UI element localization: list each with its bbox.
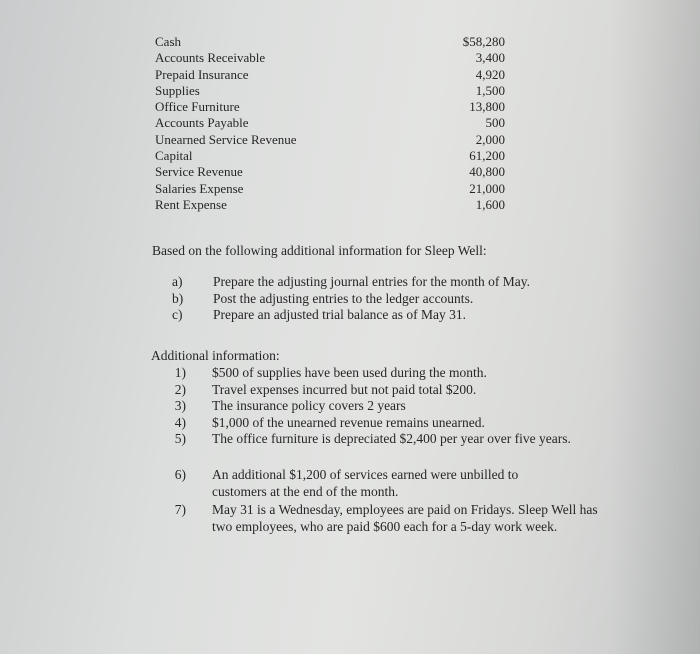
- item-text: May 31 is a Wednesday, employees are paid on Fridays. Sleep Well has two employees, who are paid $600 each for a 5-day work week.: [212, 502, 598, 534]
- account-amount: $58,280: [462, 34, 505, 49]
- task-list: [172, 274, 592, 324]
- account-row: [155, 99, 505, 115]
- account-name: Salaries Expense: [155, 180, 244, 196]
- item-marker: 5): [174, 431, 186, 447]
- list-item: [172, 307, 592, 324]
- item-text: The office furniture is depreciated $2,400 per year over five years.: [212, 431, 571, 447]
- account-name: Capital: [155, 148, 193, 164]
- list-item: [172, 398, 612, 415]
- account-row: [155, 115, 505, 131]
- account-row: [155, 181, 505, 197]
- item-marker: 1): [174, 365, 186, 380]
- trial-balance-list: [155, 34, 505, 213]
- list-item: [172, 382, 612, 399]
- item-marker: 2): [174, 381, 186, 397]
- item-marker: c): [172, 307, 183, 322]
- account-row: [155, 197, 505, 213]
- account-amount: 13,800: [469, 99, 505, 115]
- account-row: [155, 67, 505, 83]
- list-item: [172, 291, 592, 308]
- account-amount: 1,600: [475, 196, 505, 212]
- additional-info-list: [172, 365, 612, 535]
- account-name: Prepaid Insurance: [155, 66, 249, 82]
- spacer: [172, 448, 612, 467]
- list-item: [172, 431, 612, 448]
- item-marker: b): [172, 290, 184, 306]
- account-name: Rent Expense: [155, 196, 227, 212]
- item-marker: a): [172, 274, 183, 289]
- item-marker: 6): [174, 466, 186, 482]
- account-row: [155, 83, 505, 99]
- account-amount: 21,000: [469, 180, 505, 196]
- item-text: $500 of supplies have been used during the month.: [212, 365, 487, 380]
- account-name: Supplies: [155, 82, 200, 98]
- account-amount: 2,000: [475, 131, 505, 147]
- account-amount: 3,400: [475, 50, 505, 66]
- item-text: $1,000 of the unearned revenue remains unearned.: [212, 414, 485, 430]
- account-name: Accounts Receivable: [155, 50, 266, 66]
- account-name: Accounts Payable: [155, 115, 249, 131]
- item-marker: 7): [174, 502, 186, 518]
- list-item: [172, 502, 612, 535]
- account-row: [155, 132, 505, 148]
- additional-info-heading: Additional information:: [151, 348, 280, 363]
- account-row: [155, 148, 505, 164]
- item-text: Post the adjusting entries to the ledger accounts.: [213, 290, 474, 306]
- page-shadow: [610, 0, 700, 654]
- item-text: The insurance policy covers 2 years: [212, 398, 406, 414]
- account-name: Unearned Service Revenue: [155, 131, 297, 147]
- item-text: Prepare the adjusting journal entries for the month of May.: [213, 274, 531, 289]
- account-name: Service Revenue: [155, 164, 243, 180]
- item-text: Travel expenses incurred but not paid total $200.: [212, 381, 477, 397]
- account-name: Cash: [155, 34, 181, 49]
- account-amount: 1,500: [475, 82, 505, 98]
- item-text: An additional $1,200 of services earned were unbilled to customers at the end of the month.: [212, 466, 519, 499]
- account-row: [155, 50, 505, 66]
- list-item: [172, 274, 592, 291]
- item-text: Prepare an adjusted trial balance as of May 31.: [213, 307, 467, 322]
- account-name: Office Furniture: [155, 99, 240, 115]
- account-amount: 40,800: [469, 164, 505, 180]
- account-row: [155, 164, 505, 180]
- account-row: [155, 34, 505, 50]
- account-amount: 500: [485, 115, 505, 131]
- account-amount: 4,920: [475, 66, 505, 82]
- item-marker: 3): [174, 398, 186, 414]
- list-item: [172, 365, 612, 382]
- intro-sentence: Based on the following additional information for Sleep Well:: [152, 243, 487, 258]
- account-amount: 61,200: [469, 148, 505, 164]
- list-item: [172, 467, 612, 500]
- list-item: [172, 415, 612, 432]
- item-marker: 4): [174, 414, 186, 430]
